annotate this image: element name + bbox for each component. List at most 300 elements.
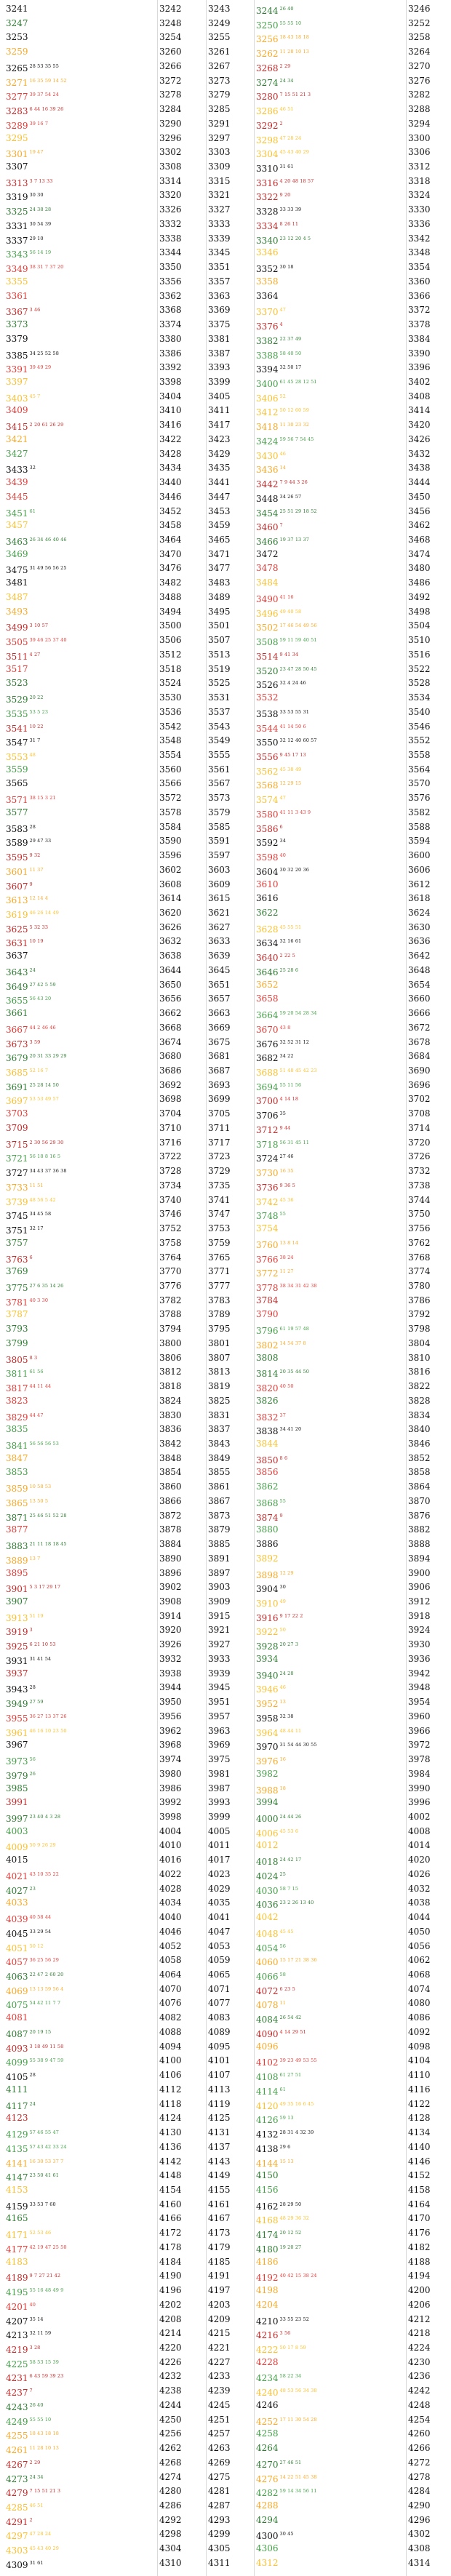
table-cell	[6, 1666, 157, 1681]
table-cell	[256, 2097, 406, 2111]
cell-value: 3831	[208, 1409, 231, 1420]
table-cell	[159, 360, 204, 375]
cell-value: 3411	[208, 405, 231, 416]
table-cell	[159, 891, 204, 905]
cell-value: 3486	[408, 577, 431, 588]
factor-note: 59 56 7 54 45	[279, 436, 314, 442]
table-row	[0, 1551, 451, 1566]
factor-note: 55	[279, 1211, 287, 1217]
cell-value: 4054	[256, 1943, 279, 1953]
table-cell	[159, 1078, 204, 1092]
factor-note: 24 34	[29, 2473, 44, 2480]
cell-value: 4083	[208, 2012, 231, 2023]
cell-value: 4306	[256, 2543, 279, 2554]
cell-value: 3382	[256, 335, 279, 346]
cell-value: 3524	[159, 678, 182, 689]
cell-value: 3919	[6, 1627, 28, 1638]
cell-value: 4000	[256, 1813, 279, 1824]
cell-value: 3830	[159, 1409, 182, 1420]
cell-value: 4214	[159, 2328, 182, 2339]
table-cell	[256, 260, 406, 274]
cell-value: 4213	[6, 2330, 28, 2341]
cell-value: 3963	[208, 1725, 231, 1736]
table-cell	[159, 791, 204, 805]
table-cell	[256, 1336, 406, 1351]
table-cell	[6, 2125, 157, 2140]
cell-value: 3922	[256, 1627, 279, 1638]
table-cell	[6, 1063, 157, 1078]
cell-value: 3302	[159, 147, 182, 158]
table-cell	[208, 1852, 253, 1867]
cell-value: 4298	[159, 2529, 182, 2540]
table-row	[0, 2154, 451, 2169]
table-cell	[408, 317, 448, 332]
table-row	[0, 1193, 451, 1207]
cell-value: 3892	[256, 1553, 279, 1564]
table-cell	[408, 991, 448, 1006]
table-cell	[6, 762, 157, 777]
cell-value: 4042	[256, 1912, 279, 1923]
factor-note: 20 22	[29, 695, 44, 701]
cell-value: 3793	[6, 1324, 28, 1335]
cell-value: 3698	[159, 1094, 182, 1105]
table-cell	[256, 2140, 406, 2154]
factor-note: 24 38 28	[29, 207, 52, 213]
table-cell	[6, 2498, 157, 2513]
cell-value: 3480	[408, 563, 431, 574]
cell-value: 4017	[208, 1855, 231, 1865]
cell-value: 3435	[208, 463, 231, 473]
cell-value: 3854	[159, 1467, 182, 1478]
table-cell	[256, 1838, 406, 1852]
table-row	[0, 2470, 451, 2484]
table-cell	[408, 2255, 448, 2269]
factor-note: 49	[279, 1599, 287, 1605]
factor-note: 3 56	[279, 2330, 291, 2337]
table-cell	[6, 2068, 157, 2082]
cell-value: 3650	[159, 979, 182, 990]
cell-value: 3716	[159, 1137, 182, 1148]
table-cell	[6, 274, 157, 289]
cell-value: 4186	[256, 2256, 279, 2267]
cell-value: 3423	[208, 433, 231, 444]
table-cell	[159, 1020, 204, 1035]
cell-value: 3978	[408, 1754, 431, 1765]
table-cell	[159, 1035, 204, 1049]
table-cell	[408, 1752, 448, 1767]
table-cell	[256, 1307, 406, 1321]
table-cell	[208, 16, 253, 31]
table-cell	[256, 317, 406, 332]
table-cell	[408, 1078, 448, 1092]
factor-note: 9	[29, 881, 33, 887]
cell-value: 3952	[256, 1699, 279, 1710]
cell-value: 3432	[408, 448, 431, 459]
table-row	[0, 2283, 451, 2297]
cell-value: 3722	[159, 1151, 182, 1162]
cell-value: 3249	[208, 17, 231, 28]
cell-value: 3439	[6, 477, 28, 488]
table-cell	[208, 1293, 253, 1308]
cell-value: 3771	[208, 1266, 231, 1277]
factor-note: 40	[29, 2301, 36, 2308]
table-cell	[6, 1494, 157, 1508]
table-cell	[408, 2025, 448, 2039]
table-cell	[408, 2527, 448, 2541]
table-cell	[256, 159, 406, 174]
table-row	[0, 977, 451, 992]
cell-value: 3282	[408, 89, 431, 100]
table-row	[0, 1666, 451, 1681]
factor-note: 13 50 5	[29, 1497, 49, 1504]
table-cell	[159, 1781, 204, 1796]
table-cell	[159, 489, 204, 504]
cell-value: 4051	[6, 1943, 28, 1953]
table-cell	[256, 991, 406, 1006]
factor-note: 49 40 58	[279, 608, 302, 615]
table-cell	[159, 877, 204, 892]
cell-value: 3318	[408, 175, 431, 186]
table-row	[0, 2240, 451, 2255]
cell-value: 3386	[159, 348, 182, 359]
table-cell	[159, 447, 204, 461]
table-row	[0, 791, 451, 805]
cell-value: 3456	[408, 505, 431, 516]
cell-value: 3328	[256, 207, 279, 217]
factor-note: 13 13 59 56 4	[29, 1985, 64, 1992]
table-row	[0, 1279, 451, 1293]
cell-value: 3900	[408, 1567, 431, 1578]
table-cell	[256, 1537, 406, 1551]
cell-value: 4288	[256, 2500, 279, 2511]
table-cell	[208, 346, 253, 361]
table-cell	[408, 748, 448, 762]
table-cell	[256, 1910, 406, 1924]
table-cell	[208, 762, 253, 777]
table-cell	[159, 820, 204, 834]
table-row	[0, 2426, 451, 2441]
cell-value: 3944	[159, 1682, 182, 1693]
table-row	[0, 719, 451, 734]
table-cell	[408, 2268, 448, 2283]
table-row	[0, 604, 451, 619]
table-cell	[256, 1264, 406, 1279]
table-cell	[6, 590, 157, 604]
cell-value: 3522	[408, 663, 431, 674]
table-cell	[6, 1637, 157, 1652]
table-cell	[6, 59, 157, 73]
cell-value: 3778	[256, 1282, 279, 1293]
table-cell	[159, 1724, 204, 1738]
table-cell	[159, 1451, 204, 1465]
cell-value: 4302	[408, 2529, 431, 2540]
cell-value: 3346	[256, 247, 279, 258]
table-row	[0, 1781, 451, 1796]
factor-note: 51 48 45 42 23	[279, 1068, 317, 1074]
cell-value: 3708	[408, 1108, 431, 1119]
table-cell	[6, 1508, 157, 1523]
cell-value: 3686	[159, 1065, 182, 1076]
cell-value: 3805	[6, 1354, 28, 1365]
cell-value: 3412	[256, 407, 279, 418]
cell-value: 3531	[208, 692, 231, 703]
cell-value: 4048	[256, 1928, 279, 1939]
factor-note: 16	[279, 1756, 287, 1763]
table-cell	[6, 1422, 157, 1436]
table-cell	[256, 1522, 406, 1537]
cell-value: 4255	[6, 2431, 28, 2441]
table-cell	[208, 1838, 253, 1852]
table-cell	[6, 417, 157, 432]
factor-note: 19 37 13 37	[279, 537, 309, 543]
table-cell	[6, 2097, 157, 2111]
factor-note: 47 28 24	[279, 135, 302, 141]
table-cell	[408, 791, 448, 805]
cell-value: 3994	[256, 1797, 279, 1808]
factor-note: 50 9 26 29	[29, 1842, 56, 1849]
cell-value: 3333	[208, 218, 231, 229]
table-row	[0, 2556, 451, 2570]
table-cell	[6, 1307, 157, 1321]
cell-value: 3396	[408, 362, 431, 373]
table-cell	[256, 1221, 406, 1236]
factor-note: 27 46	[279, 1153, 294, 1160]
cell-value: 3458	[159, 520, 182, 531]
factor-note: 33 29 54	[29, 1928, 52, 1935]
table-cell	[408, 1465, 448, 1479]
cell-value: 3846	[408, 1439, 431, 1449]
cell-value: 3366	[408, 290, 431, 301]
table-cell	[408, 2340, 448, 2355]
table-cell	[208, 1982, 253, 1996]
table-cell	[6, 460, 157, 475]
table-cell	[208, 1809, 253, 1824]
table-cell	[256, 863, 406, 877]
cell-value: 4011	[208, 1840, 231, 1851]
cell-value: 3561	[208, 764, 231, 775]
factor-note: 6	[29, 1254, 33, 1260]
table-row	[0, 1924, 451, 1939]
table-cell	[208, 1236, 253, 1250]
cell-value: 3753	[208, 1223, 231, 1234]
table-cell	[256, 1321, 406, 1336]
cell-value: 3980	[159, 1768, 182, 1779]
cell-value: 3357	[208, 276, 231, 287]
cell-value: 4137	[208, 2141, 231, 2152]
factor-note: 24 42 17	[279, 1857, 302, 1863]
table-cell	[208, 1680, 253, 1695]
cell-value: 3327	[208, 204, 231, 215]
table-row	[0, 690, 451, 705]
factor-note: 32	[29, 465, 36, 471]
table-row	[0, 920, 451, 935]
table-cell	[159, 1307, 204, 1321]
table-cell	[6, 1264, 157, 1279]
cell-value: 4094	[159, 2041, 182, 2052]
table-cell	[408, 1709, 448, 1724]
table-cell	[408, 2498, 448, 2513]
cell-value: 3301	[6, 149, 28, 160]
table-cell	[256, 2039, 406, 2054]
cell-value: 3560	[159, 764, 182, 775]
cell-value: 3728	[159, 1166, 182, 1177]
cell-value: 3636	[408, 936, 431, 947]
table-cell	[6, 159, 157, 174]
cell-value: 3754	[256, 1223, 279, 1234]
table-cell	[256, 518, 406, 532]
cell-value: 4100	[159, 2055, 182, 2066]
cell-value: 3777	[208, 1280, 231, 1291]
cell-value: 3440	[159, 477, 182, 488]
cell-value: 3799	[6, 1337, 28, 1348]
cell-value: 3828	[408, 1395, 431, 1406]
cell-value: 3652	[256, 979, 279, 990]
table-cell	[159, 1178, 204, 1193]
table-row	[0, 1364, 451, 1379]
table-cell	[6, 2039, 157, 2054]
cell-value: 4006	[256, 1828, 279, 1839]
cell-value: 3706	[256, 1111, 279, 1121]
table-cell	[208, 1494, 253, 1508]
cell-value: 3704	[159, 1108, 182, 1119]
table-cell	[6, 504, 157, 519]
table-row	[0, 1967, 451, 1982]
cell-value: 3676	[256, 1039, 279, 1049]
table-cell	[256, 432, 406, 447]
table-cell	[408, 1566, 448, 1580]
factor-note: 18	[279, 1785, 287, 1791]
table-cell	[159, 2097, 204, 2111]
table-cell	[408, 618, 448, 633]
table-cell	[159, 1279, 204, 1293]
table-cell	[6, 1336, 157, 1351]
table-row	[0, 504, 451, 519]
cell-value: 3512	[159, 649, 182, 660]
cell-value: 3368	[159, 305, 182, 316]
table-cell	[256, 1895, 406, 1910]
cell-value: 3915	[208, 1610, 231, 1621]
table-cell	[256, 332, 406, 346]
table-cell	[159, 504, 204, 519]
table-cell	[256, 1479, 406, 1494]
cell-value: 4089	[208, 2026, 231, 2037]
cell-value: 3274	[256, 77, 279, 88]
cell-value: 3506	[159, 635, 182, 646]
factor-note: 18 43 18 18	[29, 2431, 59, 2437]
cell-value: 3780	[408, 1280, 431, 1291]
cell-value: 3607	[6, 881, 28, 892]
factor-note: 9	[279, 1512, 283, 1519]
cell-value: 3342	[408, 233, 431, 244]
cell-value: 3508	[256, 637, 279, 648]
table-cell	[256, 1279, 406, 1293]
table-row	[0, 360, 451, 375]
table-cell	[408, 1680, 448, 1695]
table-cell	[256, 2082, 406, 2097]
table-cell	[256, 1436, 406, 1451]
table-cell	[208, 1666, 253, 1681]
table-cell	[208, 1221, 253, 1236]
table-cell	[208, 1078, 253, 1092]
table-cell	[408, 2283, 448, 2297]
cell-value: 4248	[408, 2399, 431, 2410]
table-row	[0, 748, 451, 762]
cell-value: 3272	[159, 75, 182, 86]
table-cell	[6, 1781, 157, 1796]
cell-value: 4136	[159, 2141, 182, 2152]
table-cell	[159, 1982, 204, 1996]
cell-value: 4290	[408, 2500, 431, 2511]
table-cell	[256, 561, 406, 575]
table-cell	[256, 2025, 406, 2039]
table-cell	[208, 1609, 253, 1623]
cell-value: 3955	[6, 1713, 28, 1724]
cell-value: 3812	[159, 1367, 182, 1377]
cell-value: 3738	[408, 1180, 431, 1191]
table-cell	[408, 1967, 448, 1982]
table-cell	[256, 2312, 406, 2327]
table-cell	[256, 977, 406, 992]
table-cell	[208, 102, 253, 116]
table-cell	[256, 1953, 406, 1967]
table-cell	[159, 1149, 204, 1164]
table-cell	[408, 547, 448, 561]
cell-value: 4227	[208, 2356, 231, 2367]
cell-value: 3772	[256, 1268, 279, 1279]
table-cell	[208, 1006, 253, 1020]
cell-value: 3602	[159, 864, 182, 875]
cell-value: 4064	[159, 1969, 182, 1980]
table-row	[0, 245, 451, 260]
cell-value: 3856	[256, 1467, 279, 1478]
cell-value: 4130	[159, 2127, 182, 2138]
table-cell	[408, 733, 448, 748]
table-row	[0, 676, 451, 690]
table-cell	[6, 1924, 157, 1939]
cell-value: 3279	[208, 89, 231, 100]
cell-value: 3819	[208, 1381, 231, 1392]
table-cell	[159, 934, 204, 948]
table-cell	[6, 2513, 157, 2527]
table-cell	[208, 662, 253, 676]
table-cell	[159, 1, 204, 16]
cell-value: 3565	[6, 778, 28, 789]
table-cell	[408, 2312, 448, 2327]
factor-note: 45 38 49	[279, 766, 302, 772]
cell-value: 3740	[159, 1194, 182, 1205]
cell-value: 4242	[408, 2385, 431, 2396]
table-cell	[208, 30, 253, 44]
cell-value: 3822	[408, 1381, 431, 1392]
factor-note: 56 31 45 11	[279, 1139, 309, 1145]
table-cell	[208, 2498, 253, 2513]
table-cell	[408, 145, 448, 159]
factor-note: 11 30 23 32	[279, 422, 309, 428]
cell-value: 3751	[6, 1225, 28, 1236]
cell-value: 4308	[408, 2543, 431, 2554]
table-cell	[408, 1336, 448, 1351]
cell-value: 3841	[6, 1441, 28, 1451]
cell-value: 4131	[208, 2127, 231, 2138]
factor-note: 24	[29, 967, 36, 973]
factor-note: 34	[279, 838, 287, 844]
cell-value: 3847	[6, 1452, 28, 1463]
table-cell	[256, 1852, 406, 1867]
cell-value: 3590	[159, 836, 182, 847]
table-cell	[208, 360, 253, 375]
cell-value: 3992	[159, 1797, 182, 1808]
cell-value: 3942	[408, 1668, 431, 1679]
